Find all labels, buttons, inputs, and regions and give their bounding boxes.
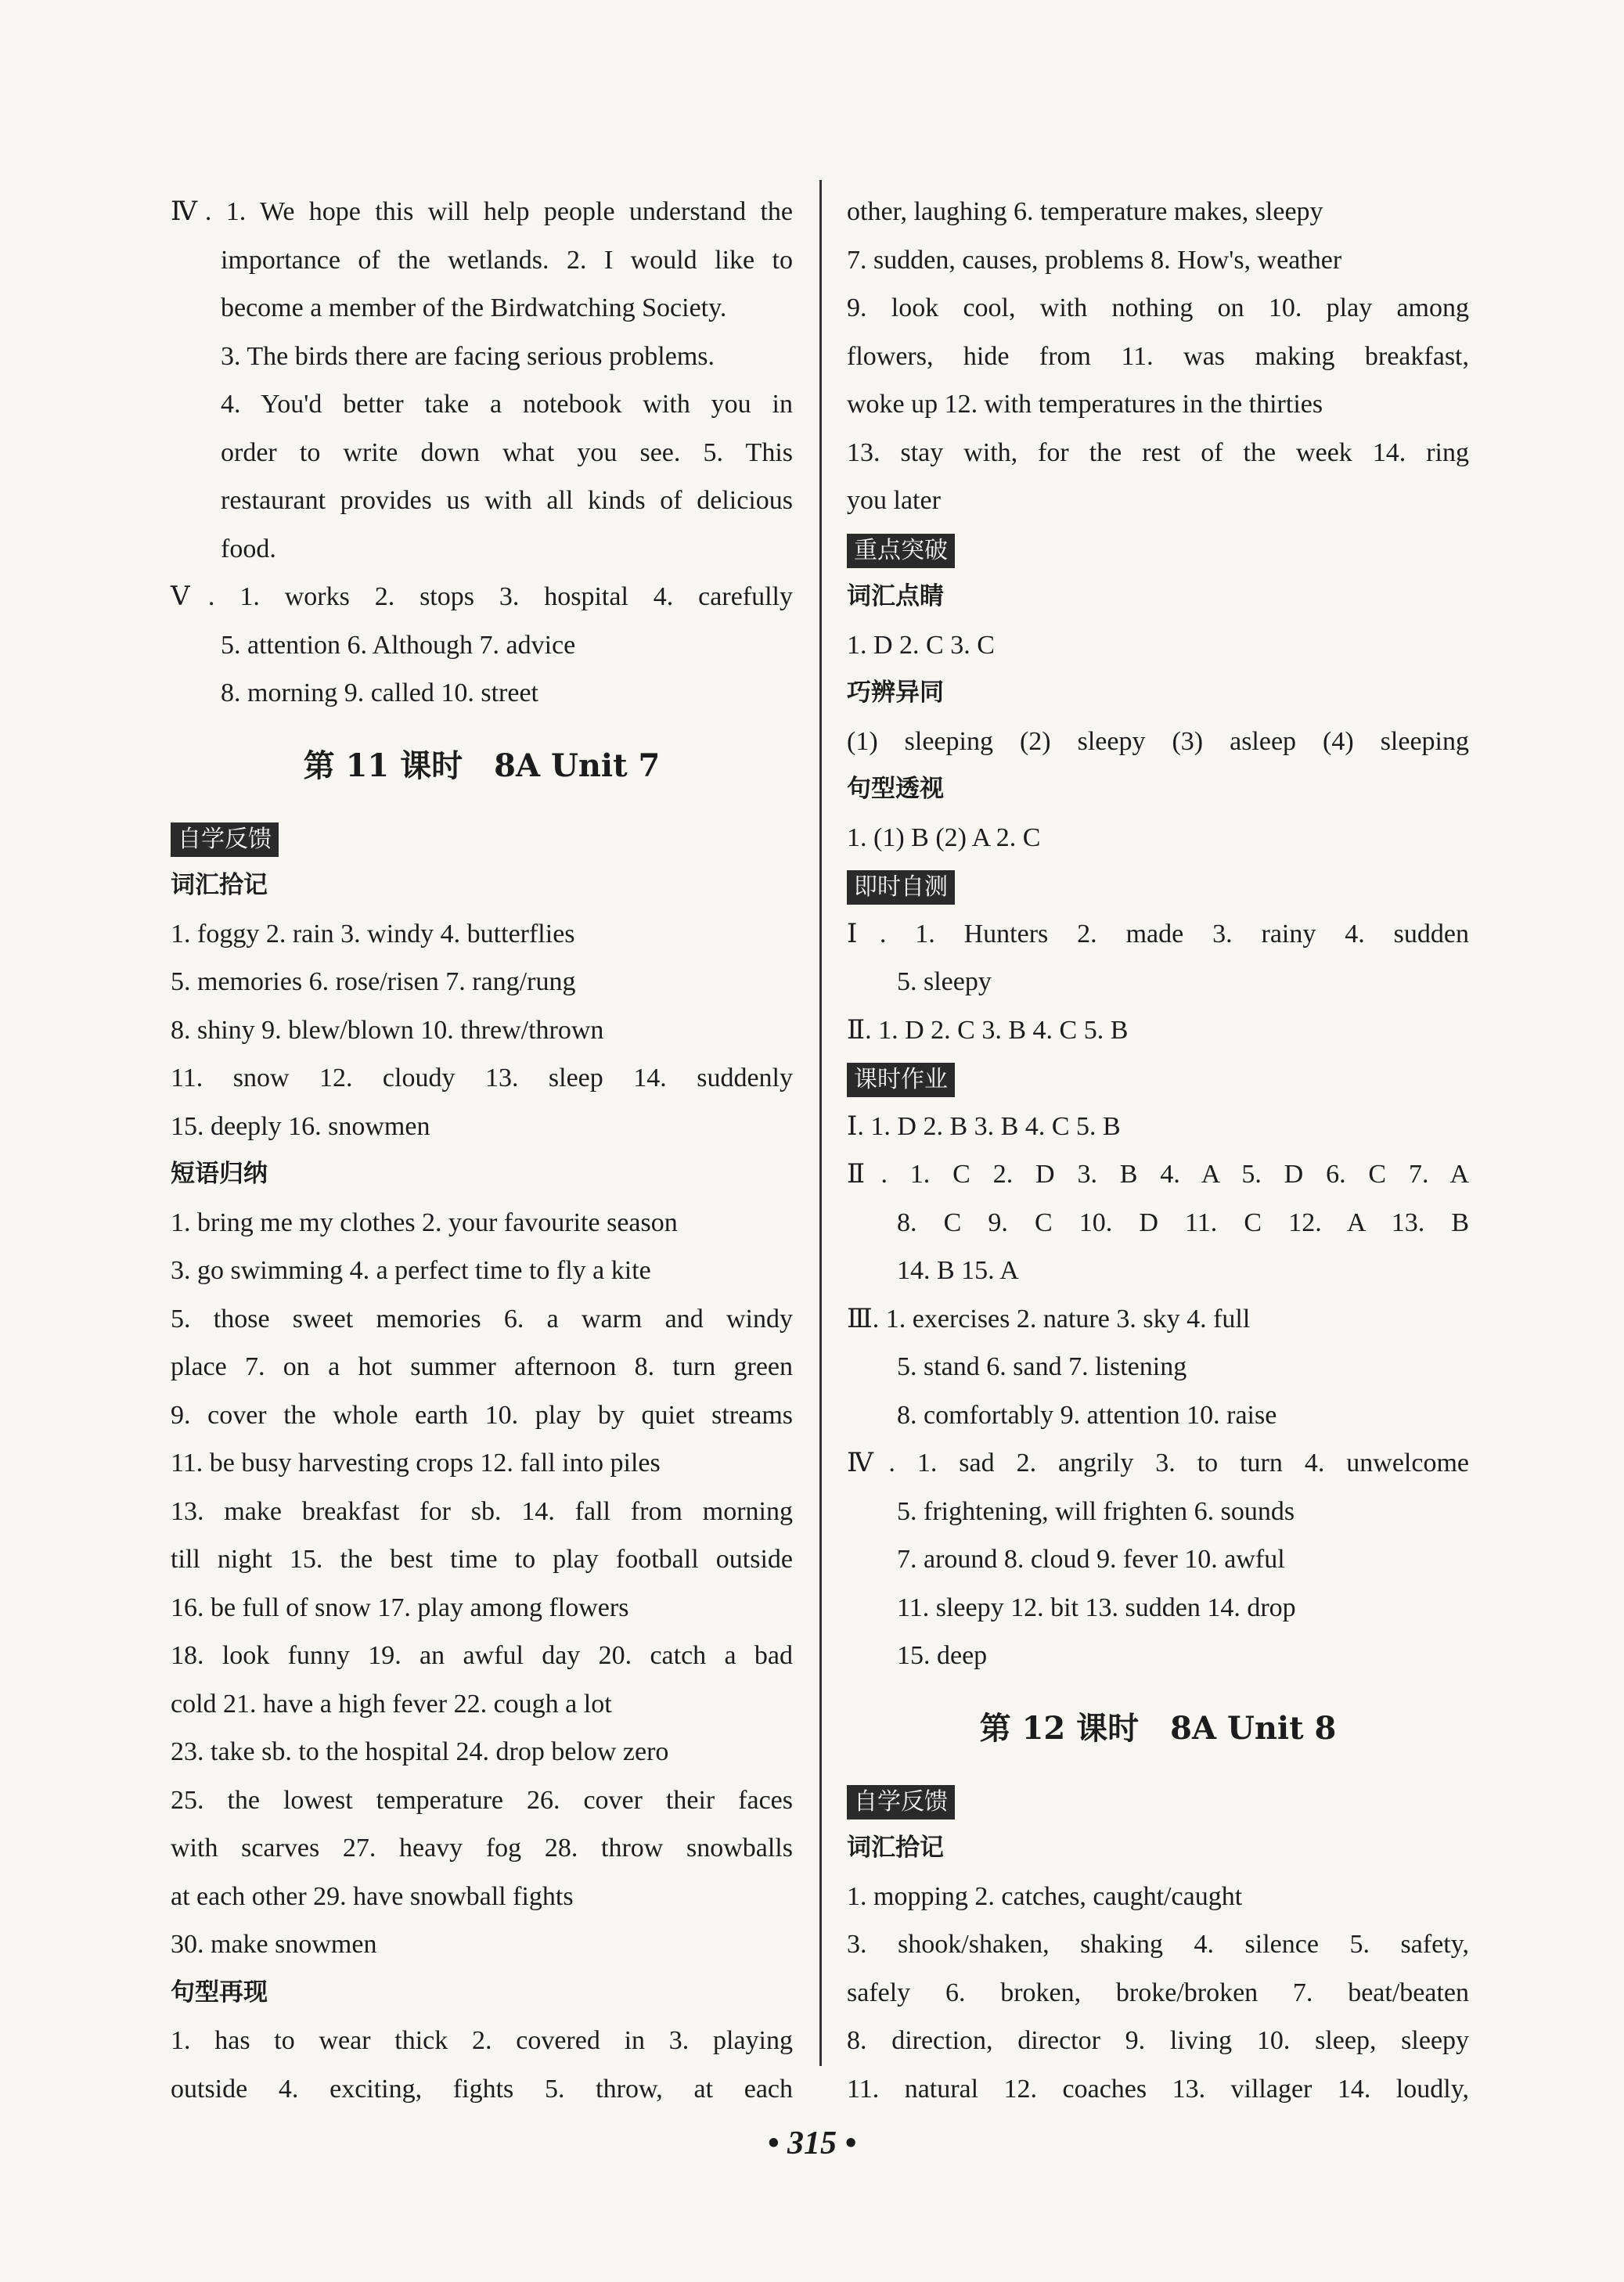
lesson-title: 第 12 课时 8A Unit 8 (979, 1709, 1337, 1747)
answer-line: 5. memories 6. rose/risen 7. rang/rung (171, 967, 576, 996)
answer-line: flowers, hide from 11. was making breakfast, (847, 341, 1469, 371)
section-tag-label: 即时自测 (847, 870, 955, 905)
answer-line: Ⅱ. 1. C 2. D 3. B 4. A 5. D 6. C 7. A (847, 1160, 1469, 1189)
answer-line: become a member of the Birdwatching Society. (221, 293, 727, 322)
answer-line: 5. stand 6. sand 7. listening (897, 1352, 1187, 1381)
answer-line: Ⅳ. 1. sad 2. angrily 3. to turn 4. unwelcome (847, 1449, 1469, 1478)
answer-line: food. (221, 534, 276, 563)
answer-line: Ⅴ. 1. works 2. stops 3. hospital 4. carefully (171, 582, 793, 611)
answer-line: Ⅳ. 1. We hope this will help people understand the (171, 197, 793, 226)
answer-line: restaurant provides us with all kinds of delicious (221, 486, 793, 515)
subsection-heading: 词汇拾记 (847, 1834, 944, 1862)
answer-line: 5. those sweet memories 6. a warm and windy (171, 1304, 793, 1334)
column-divider (819, 180, 822, 2066)
answer-line: 15. deep (897, 1641, 988, 1670)
answer-line: 18. look funny 19. an awful day 20. catch a bad (171, 1641, 793, 1670)
answer-line: 5. frightening, will frighten 6. sounds (897, 1496, 1295, 1526)
right-column (847, 188, 1469, 2113)
answer-line: 30. make snowmen (171, 1930, 377, 1959)
answer-line: 1. has to wear thick 2. covered in 3. playing (171, 2026, 793, 2055)
answer-line: 5. sleepy (897, 967, 992, 996)
answer-line: 11. natural 12. coaches 13. villager 14. loudly, (847, 2074, 1469, 2104)
answer-line: other, laughing 6. temperature makes, sleepy (847, 197, 1323, 226)
answer-line: till night 15. the best time to play football outside (171, 1545, 793, 1574)
lesson-title: 第 11 课时 8A Unit 7 (303, 747, 661, 784)
answer-line: 3. The birds there are facing serious problems. (221, 341, 715, 371)
answer-line: with scarves 27. heavy fog 28. throw snowballs (171, 1834, 793, 1863)
answer-line: 1. bring me my clothes 2. your favourite season (171, 1208, 678, 1237)
answer-line: 13. stay with, for the rest of the week 14. ring (847, 437, 1469, 467)
answer-line: 11. snow 12. cloudy 13. sleep 14. suddenly (171, 1064, 793, 1092)
answer-line: place 7. on a hot summer afternoon 8. turn green (171, 1352, 793, 1381)
subsection-heading: 句型透视 (847, 775, 944, 803)
answer-line: 7. around 8. cloud 9. fever 10. awful (897, 1545, 1285, 1574)
answer-line: Ⅰ. 1. D 2. B 3. B 4. C 5. B (847, 1111, 1121, 1141)
answer-line: 8. C 9. C 10. D 11. C 12. A 13. B (897, 1208, 1469, 1237)
answer-line: 23. take sb. to the hospital 24. drop below zero (171, 1737, 669, 1766)
answer-line: safely 6. broken, broke/broken 7. beat/beaten (847, 1978, 1469, 2007)
answer-line: 8. direction, director 9. living 10. sleep, sleepy (847, 2026, 1469, 2055)
answer-line: (1) sleeping (2) sleepy (3) asleep (4) sleeping (847, 726, 1469, 756)
answer-line: 14. B 15. A (897, 1256, 1019, 1285)
answer-line: Ⅰ. 1. Hunters 2. made 3. rainy 4. sudden (847, 919, 1469, 948)
subsection-heading: 短语归纳 (171, 1160, 268, 1188)
answer-line: 4. You'd better take a notebook with you in (221, 390, 793, 419)
section-tag-label: 自学反馈 (171, 822, 279, 857)
answer-line: you later (847, 486, 941, 515)
answer-line: 9. cover the whole earth 10. play by quiet streams (171, 1400, 793, 1430)
section-tag (847, 1054, 1469, 1103)
answer-line: cold 21. have a high fever 22. cough a lot (171, 1689, 612, 1719)
answer-line: order to write down what you see. 5. This (221, 437, 793, 467)
section-tag-label: 重点突破 (847, 534, 955, 568)
answer-line: 15. deeply 16. snowmen (171, 1111, 430, 1141)
answer-line: 11. be busy harvesting crops 12. fall into piles (171, 1449, 661, 1478)
answer-line: 1. D 2. C 3. C (847, 630, 995, 660)
answer-line: 5. attention 6. Although 7. advice (221, 630, 576, 660)
answer-line: woke up 12. with temperatures in the thirties (847, 390, 1323, 419)
subsection-heading: 巧辨异同 (847, 678, 944, 707)
answer-line: 13. make breakfast for sb. 14. fall from morning (171, 1496, 793, 1526)
answer-line: 7. sudden, causes, problems 8. How's, weather (847, 245, 1342, 275)
left-column (171, 188, 793, 2113)
answer-line: outside 4. exciting, fights 5. throw, at each (171, 2074, 793, 2104)
answer-line: 11. sleepy 12. bit 13. sudden 14. drop (897, 1593, 1296, 1622)
page-number: • 315 • (767, 2125, 857, 2161)
answer-line: importance of the wetlands. 2. I would like to (221, 245, 793, 275)
answer-line: Ⅱ. 1. D 2. C 3. B 4. C 5. B (847, 1015, 1129, 1045)
section-tag (171, 814, 793, 862)
answer-line: 16. be full of snow 17. play among flowers (171, 1593, 629, 1622)
answer-line: Ⅲ. 1. exercises 2. nature 3. sky 4. full (847, 1304, 1251, 1334)
subsection-heading: 词汇点睛 (847, 582, 944, 610)
section-tag-label: 自学反馈 (847, 1785, 955, 1819)
section-tag-label: 课时作业 (847, 1063, 955, 1097)
answer-line: 9. look cool, with nothing on 10. play among (847, 293, 1469, 322)
answer-line: at each other 29. have snowball fights (171, 1881, 574, 1911)
answer-line: 8. morning 9. called 10. street (221, 678, 539, 707)
subsection-heading: 词汇拾记 (171, 871, 268, 899)
answer-line: 8. shiny 9. blew/blown 10. threw/thrown (171, 1015, 604, 1045)
answer-line: 1. foggy 2. rain 3. windy 4. butterflies (171, 919, 575, 948)
answer-line: 3. shook/shaken, shaking 4. silence 5. safety, (847, 1930, 1469, 1959)
subsection-heading: 句型再现 (171, 1978, 268, 2007)
section-tag (847, 862, 1469, 910)
answer-line: 25. the lowest temperature 26. cover their faces (171, 1785, 793, 1815)
answer-line: 1. (1) B (2) A 2. C (847, 822, 1041, 852)
section-tag (847, 525, 1469, 574)
section-tag (847, 1776, 1469, 1825)
answer-line: 1. mopping 2. catches, caught/caught (847, 1881, 1243, 1911)
answer-line: 3. go swimming 4. a perfect time to fly a kite (171, 1256, 651, 1285)
answer-line: 8. comfortably 9. attention 10. raise (897, 1400, 1277, 1430)
